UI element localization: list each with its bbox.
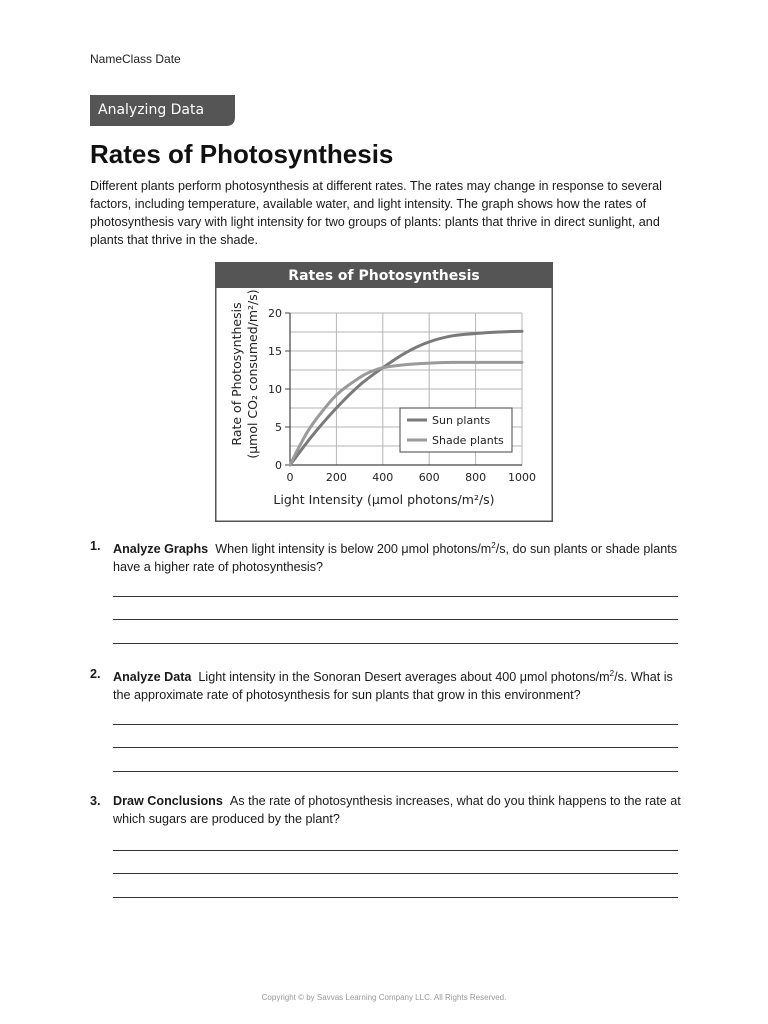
answer-line[interactable] (113, 897, 678, 898)
x-tick-label: 1000 (508, 471, 536, 484)
legend-entry: Shade plants (432, 434, 504, 447)
y-tick-label: 5 (275, 421, 282, 434)
chart-title: Rates of Photosynthesis (288, 268, 480, 284)
question-1-body (113, 537, 690, 576)
y-tick-label: 15 (268, 345, 282, 358)
answer-line[interactable] (113, 771, 678, 772)
copyright-footer: Copyright © by Savvas Learning Company LLC. All Rights Reserved. (261, 993, 507, 1002)
question-2-title: Analyze Data (113, 670, 192, 685)
question-3-number: 3. (90, 794, 101, 808)
question-2-text-a: Light intensity in the Sonoran Desert averages about 400 μmol photons/m (198, 670, 610, 685)
answer-line[interactable] (113, 850, 678, 851)
section-tag (90, 95, 235, 126)
question-1-number: 1. (90, 539, 101, 553)
answer-line[interactable] (113, 873, 678, 874)
y-axis-label-line2: (μmol CO₂ consumed/m²/s) (245, 289, 260, 459)
page-title: Rates of Photosynthesis (90, 139, 394, 169)
legend-entry: Sun plants (432, 414, 491, 427)
question-1-text-b: /s, do sun plants or shade plants have a higher rate of photosynthesis? (113, 542, 678, 575)
question-1-superscript: 2 (491, 541, 496, 550)
question-3-title: Draw Conclusions (113, 794, 223, 808)
question-2-text-b: /s. What is the approximate rate of photosynthesis for sun plants that grow in this environment? (113, 670, 673, 703)
x-tick-label: 800 (465, 471, 487, 484)
answer-line[interactable] (113, 596, 678, 597)
x-tick-label: 200 (325, 471, 347, 484)
question-2-superscript: 2 (609, 669, 615, 678)
chart-legend (400, 408, 512, 452)
x-tick-label: 400 (372, 471, 394, 484)
y-tick-label: 10 (268, 383, 282, 396)
y-tick-label: 0 (275, 459, 282, 472)
answer-line[interactable] (113, 747, 678, 748)
question-1-text-a: When light intensity is below 200 μmol photons/m (215, 542, 492, 557)
question-2-number: 2. (90, 667, 101, 681)
answer-line[interactable] (113, 724, 678, 725)
answer-line[interactable] (113, 619, 678, 620)
x-tick-label: 600 (418, 471, 440, 484)
question-3-body (113, 792, 690, 828)
question-3-text: As the rate of photosynthesis increases, what do you think happens to the rate at which sugars are produced by the plant? (113, 794, 681, 826)
photosynthesis-chart (215, 262, 553, 522)
section-tag-label: Analyzing Data (98, 102, 205, 118)
intro-paragraph: Different plants perform photosynthesis at different rates. The rates may change in response to several factors, including temperature, available water, and light intensity. The graph shows how the rates of photosynthesis vary with light intensity for two groups of plants: plants that thrive in direct sunlight, and plants that thrive in the shade. (90, 179, 662, 247)
question-1 (90, 537, 690, 576)
answer-line[interactable] (113, 643, 678, 644)
y-axis-label-line1: Rate of Photosynthesis (229, 302, 244, 446)
question-2 (90, 665, 690, 704)
x-axis-label: Light Intensity (μmol photons/m²/s) (273, 492, 495, 507)
x-tick-label: 0 (286, 471, 294, 484)
y-tick-label: 20 (268, 307, 282, 320)
question-3 (90, 792, 690, 828)
name-class-date-line: NameClass Date (90, 52, 181, 66)
chart-svg (215, 262, 553, 522)
question-1-title: Analyze Graphs (113, 542, 209, 557)
question-2-body (113, 665, 690, 704)
